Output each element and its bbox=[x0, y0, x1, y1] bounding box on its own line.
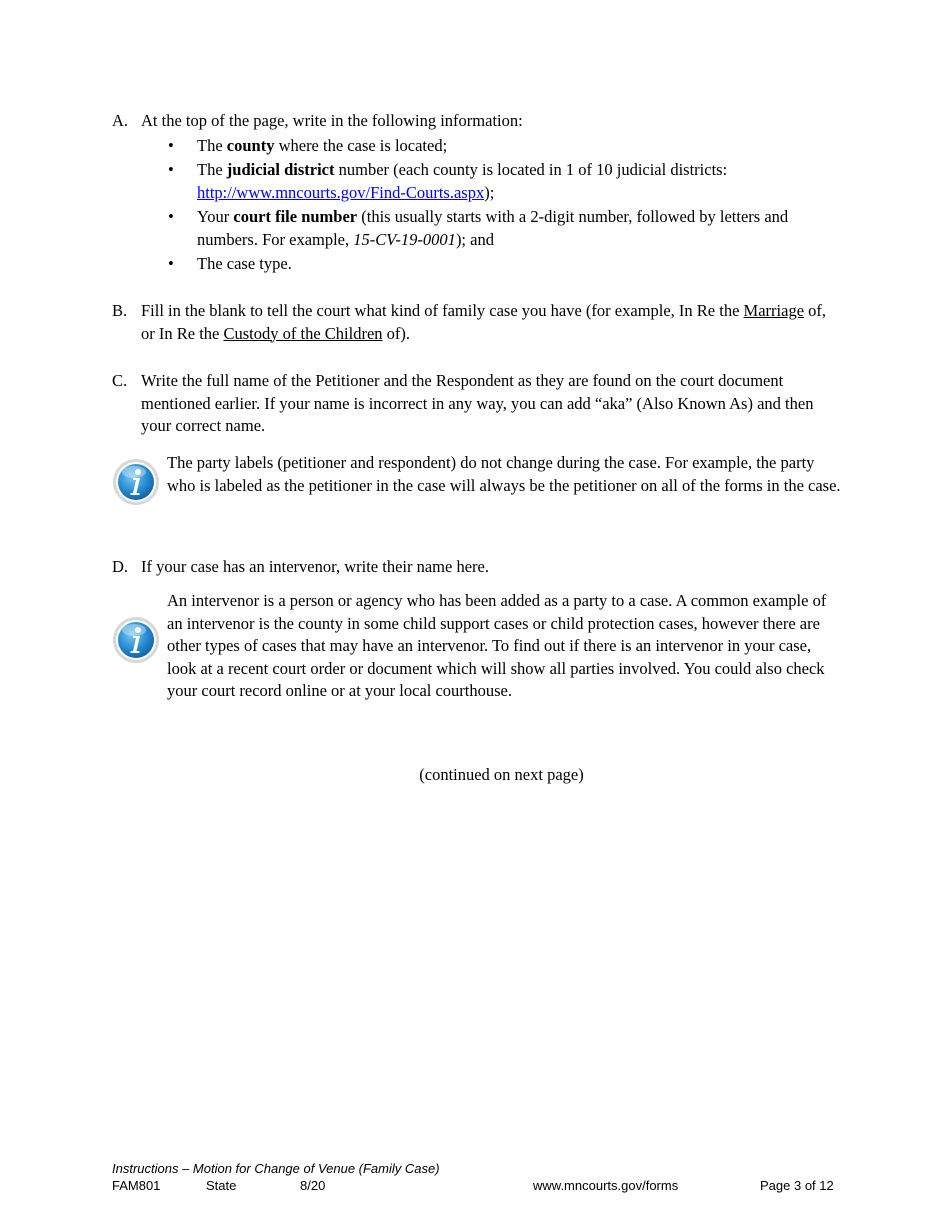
continued-note: (continued on next page) bbox=[419, 765, 584, 784]
section-b-mid: of, or In Re the bbox=[141, 301, 827, 343]
footer-date: 8/20 bbox=[300, 1178, 326, 1193]
bullet-symbol: • bbox=[168, 207, 174, 226]
info-note-party-labels-text: The party labels (petitioner and respondent) do not change during the case. For example, the party who is labeled as the petitioner in the case will always be the petitioner on all of the forms in the case. bbox=[167, 453, 841, 495]
bullet-district-post: number (each county is located in 1 of 10 judicial districts: bbox=[334, 160, 728, 179]
info-note-party-labels bbox=[112, 452, 842, 497]
bullet-symbol: • bbox=[168, 254, 174, 273]
section-b-marriage: Marriage bbox=[743, 301, 805, 320]
bullet-county-bold: county bbox=[226, 135, 275, 155]
bullet-file-example: 15-CV-19-0001 bbox=[353, 229, 456, 249]
section-b-text bbox=[141, 300, 842, 345]
bullet-file-after: ); and bbox=[455, 229, 494, 249]
bullet-symbol: • bbox=[168, 135, 174, 155]
bullet-court-file-number bbox=[141, 206, 842, 251]
bullet-district-after: ); bbox=[484, 182, 495, 202]
bullet-file-bold: court file number bbox=[233, 207, 358, 226]
footer-state: State bbox=[206, 1178, 237, 1193]
bullet-file-pre: Your bbox=[197, 207, 234, 226]
footer-form-number: FAM801 bbox=[112, 1178, 161, 1193]
footer-url[interactable]: www.mncourts.gov/forms bbox=[533, 1178, 679, 1193]
bullet-county-pre: The bbox=[197, 135, 227, 155]
section-b-post: of). bbox=[382, 323, 411, 343]
bullet-case-type bbox=[141, 253, 842, 276]
footer-row bbox=[112, 1177, 842, 1194]
bullet-judicial-district bbox=[141, 159, 842, 204]
section-c-text: Write the full name of the Petitioner and the Respondent as they are found on the court document mentioned earlier. If your name is incorrect in any way, you can add “aka” (Also Known As) and then your correct name. bbox=[141, 371, 814, 435]
section-b bbox=[112, 300, 842, 345]
info-note-intervenor-text: An intervenor is a person or agency who has been added as a party to a case. A common example of an intervenor is the county in some child support cases or child protection cases, however there are other types of cases that may have an intervenor. To find out if there is an intervenor in your case, look at a recent court order or document which will show all parties involved. You could also check your court record online or at your local courthouse. bbox=[167, 591, 827, 700]
section-a bbox=[112, 110, 842, 278]
bullet-symbol: • bbox=[168, 160, 174, 179]
page-footer bbox=[112, 1160, 842, 1194]
section-a-intro: At the top of the page, write in the following information: bbox=[141, 111, 523, 130]
bullet-district-bold: judicial district bbox=[226, 160, 335, 179]
info-note-intervenor bbox=[112, 590, 842, 703]
section-c bbox=[112, 370, 842, 438]
bullet-county-post: where the case is located; bbox=[274, 135, 448, 155]
footer-page-number: Page 3 of 12 bbox=[760, 1178, 834, 1193]
bullet-district-pre: The bbox=[197, 160, 227, 179]
bullet-county bbox=[141, 135, 842, 158]
info-icon bbox=[112, 616, 160, 664]
info-icon bbox=[112, 458, 160, 506]
section-d bbox=[112, 556, 842, 579]
section-b-letter: B. bbox=[112, 301, 128, 320]
section-d-letter: D. bbox=[112, 557, 129, 576]
bullet-file-post: (this usually starts with a 2-digit number, followed by letters and numbers. For example, bbox=[197, 207, 789, 249]
section-a-letter: A. bbox=[112, 111, 129, 130]
section-b-pre: Fill in the blank to tell the court what kind of family case you have (for example, In Re the bbox=[141, 301, 744, 320]
section-a-bullet-list bbox=[112, 135, 842, 276]
bullet-case-type-text: The case type. bbox=[197, 254, 292, 273]
section-d-text: If your case has an intervenor, write their name here. bbox=[141, 557, 489, 576]
find-courts-link[interactable]: http://www.mncourts.gov/Find-Courts.aspx bbox=[197, 182, 485, 202]
footer-title: Instructions – Motion for Change of Venue (Family Case) bbox=[112, 1161, 440, 1176]
section-b-custody: Custody of the Children bbox=[223, 323, 383, 343]
section-c-letter: C. bbox=[112, 371, 128, 390]
